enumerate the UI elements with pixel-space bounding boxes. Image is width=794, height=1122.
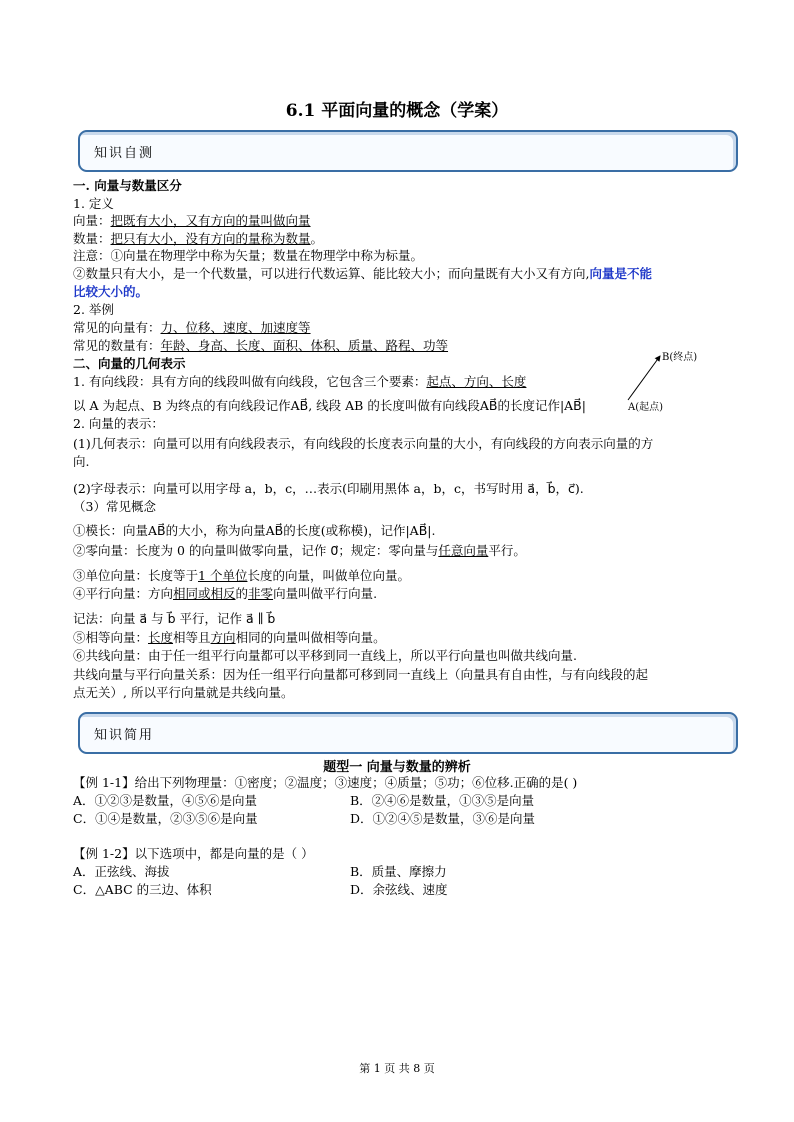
concept-collinear-vector: ⑥共线向量：由于任一组平行向量都可以平移到同一直线上，所以平行向量也叫做共线向量. [73,648,577,663]
topic-heading: 题型一 向量与数量的辨析 [323,760,471,775]
example-1-1-option-b: B．②④⑥是数量，①③⑤是向量 [350,793,535,808]
example-1-1-option-c: C．①④是数量，②③⑤⑥是向量 [73,811,258,826]
directed-segment-diagram [620,346,730,413]
heading-geometric-rep: 二、向量的几何表示 [73,356,186,371]
example-1-1-option-d: D．①②④⑤是数量，③⑥是向量 [350,811,536,826]
directed-segment-def: 1. 有向线段：具有方向的线段叫做有向线段，它包含三个要素：起点、方向、长度 [73,374,527,389]
section-banner-self-test [78,130,738,172]
vector-definition: 向量：把既有大小，又有方向的量叫做向量 [73,213,311,228]
example-1-1-option-a: A．①②③是数量，④⑤⑥是向量 [73,793,258,808]
example-1-1-stem: 【例 1-1】给出下列物理量：①密度；②温度；③速度；④质量；⑤功；⑥位移.正确的是( ) [73,775,578,790]
point-b-label: B(终点) [662,352,698,363]
example-1-2-option-c: C．△ABC 的三边、体积 [73,882,212,897]
geometric-rep-1: (1)几何表示：向量可以用有向线段表示，有向线段的长度表示向量的大小，有向线段的方向表示向量的方 [73,436,654,451]
point-a-label: A(起点) [628,402,664,413]
geometric-rep-2: 向. [73,454,90,469]
example-1-2-option-d: D．余弦线、速度 [350,882,448,897]
banner-label: 知识自测 [94,146,155,161]
note-2: ②数量只有大小，是一个代数量，可以进行代数运算、能比较大小；而向量既有大小又有方向,向量是不能 [73,266,652,281]
page-footer: 第 1 页 共 8 页 [359,1062,435,1075]
page-title: 6.1 平面向量的概念（学案） [285,101,509,121]
concept-unit-vector: ③单位向量：长度等于1 个单位长度的向量，叫做单位向量。 [73,568,410,583]
concept-parallel-vector: ④平行向量：方向相同或相反的非零向量叫做平行向量. [73,586,378,601]
scalar-definition: 数量：把只有大小，没有方向的量称为数量。 [73,231,324,246]
note-1: 注意：①向量在物理学中称为矢量；数量在物理学中称为标量。 [73,248,424,263]
letter-rep: (2)字母表示：向量可以用字母 a，b，c，…表示(印刷用黑体 a，b，c，书写时用 a⃗，b⃗，c⃗). [73,481,584,496]
example-1-2-option-b: B．质量、摩擦力 [350,864,447,879]
subheading-concepts: （3）常见概念 [73,499,156,514]
concept-zero-vector: ②零向量：长度为 0 的向量叫做零向量，记作 0⃗；规定：零向量与任意向量平行。 [73,543,526,558]
directed-segment-notation: 以 A 为起点、B 为终点的有向线段记作AB⃗, 线段 AB 的长度叫做有向线段AB⃗的长度记作|AB⃗| [73,398,586,413]
subheading-examples: 2. 举例 [73,302,114,317]
banner-label: 知识简用 [94,728,155,743]
relation-line-1: 共线向量与平行向量关系：因为任一组平行向量都可移到同一直线上（向量具有自由性，与有向线段的起 [73,667,649,682]
scalar-examples: 常见的数量有：年龄、身高、长度、面积、体积、质量、路程、功等 [73,338,449,353]
concept-equal-vector: ⑤相等向量：长度相等且方向相同的向量叫做相等向量。 [73,630,386,645]
section-banner-application [78,712,738,754]
heading-vector-vs-scalar: 一. 向量与数量区分 [73,178,182,193]
example-1-2-stem: 【例 1-2】以下选项中，都是向量的是（ ） [73,846,314,861]
vector-examples: 常见的向量有：力、位移、速度、加速度等 [73,320,311,335]
subheading-representation: 2. 向量的表示： [73,416,164,431]
note-2-cont: 比较大小的。 [73,284,149,299]
concept-magnitude: ①模长：向量AB⃗的大小，称为向量AB⃗的长度(或称模)，记作|AB⃗|. [73,523,436,538]
relation-line-2: 点无关）, 所以平行向量就是共线向量。 [73,685,294,700]
subheading-definition: 1. 定义 [73,196,114,211]
parallel-notation: 记法：向量 a⃗ 与 b⃗ 平行，记作 a⃗ ∥ b⃗ [73,611,276,626]
example-1-2-option-a: A．正弦线、海拔 [73,864,170,879]
